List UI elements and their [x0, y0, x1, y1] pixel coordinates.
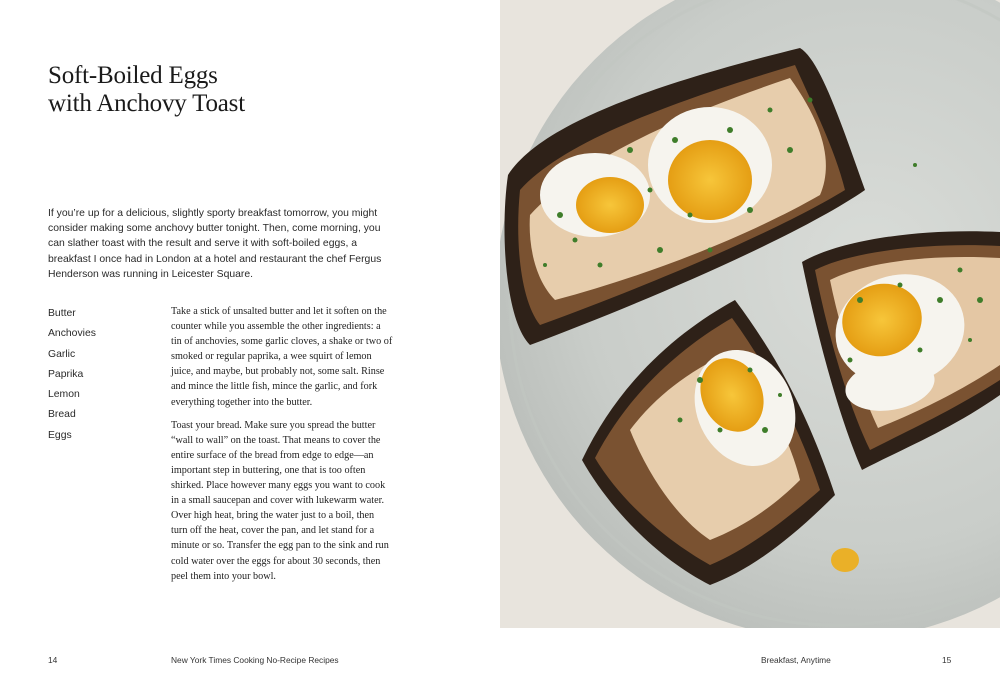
- ingredient-item: Lemon: [48, 389, 80, 401]
- food-photo: [500, 0, 1000, 628]
- right-page-number: 15: [942, 655, 952, 665]
- recipe-title: [48, 62, 468, 118]
- ingredient-item: Bread: [48, 409, 76, 421]
- method-text: [171, 304, 393, 592]
- section-title-footer: Breakfast, Anytime: [761, 655, 831, 665]
- yolk-drip: [831, 548, 859, 572]
- book-title-footer: New York Times Cooking No-Recipe Recipes: [171, 655, 339, 665]
- method-paragraph: Toast your bread. Make sure you spread the butter “wall to wall” on the toast. That means to cover the entire surface of the bread from edge to edge—an important step in buttering, one that is too often shirked. Place however many eggs you want to cook in a small saucepan and cover with lukewarm water. Over high heat, bring the water just to a boil, then turn off the heat, cover the pan, and let stand for a minute or so. Transfer the egg pan to the sink and run cold water over the eggs for about 30 seconds, then peel them into your bowl.: [171, 419, 389, 582]
- recipe-title-line-1: Soft-Boiled Eggs: [48, 62, 218, 89]
- ingredient-item: Anchovies: [48, 328, 96, 340]
- ingredient-item: Eggs: [48, 429, 72, 441]
- recipe-title-line-2: with Anchovy Toast: [48, 90, 245, 117]
- ingredient-item: Garlic: [48, 348, 76, 360]
- ingredient-item: Butter: [48, 308, 76, 319]
- ingredient-list: [48, 304, 148, 446]
- method-paragraph: Take a stick of unsalted butter and let it soften on the counter while you assemble the other ingredients: a tin of anchovies, some garlic cloves, a shake or two of smoked or regular paprika, a wee squirt of lemon juice, and maybe, but probably not, some salt. Rinse and mince the little fish, mince the garlic, and fork everything together into the butter.: [171, 306, 393, 408]
- left-page-number: 14: [48, 655, 58, 665]
- recipe-intro: If you’re up for a delicious, slightly sporty breakfast tomorrow, you might consider making some anchovy butter tonight. Then, come morning, you can slather toast with the result and serve it with soft-boiled eggs, a breakfast I once had in London at a hotel and restaurant the chef Fergus Henderson was running in Leicester Square.: [48, 208, 382, 280]
- ingredient-item: Paprika: [48, 368, 84, 380]
